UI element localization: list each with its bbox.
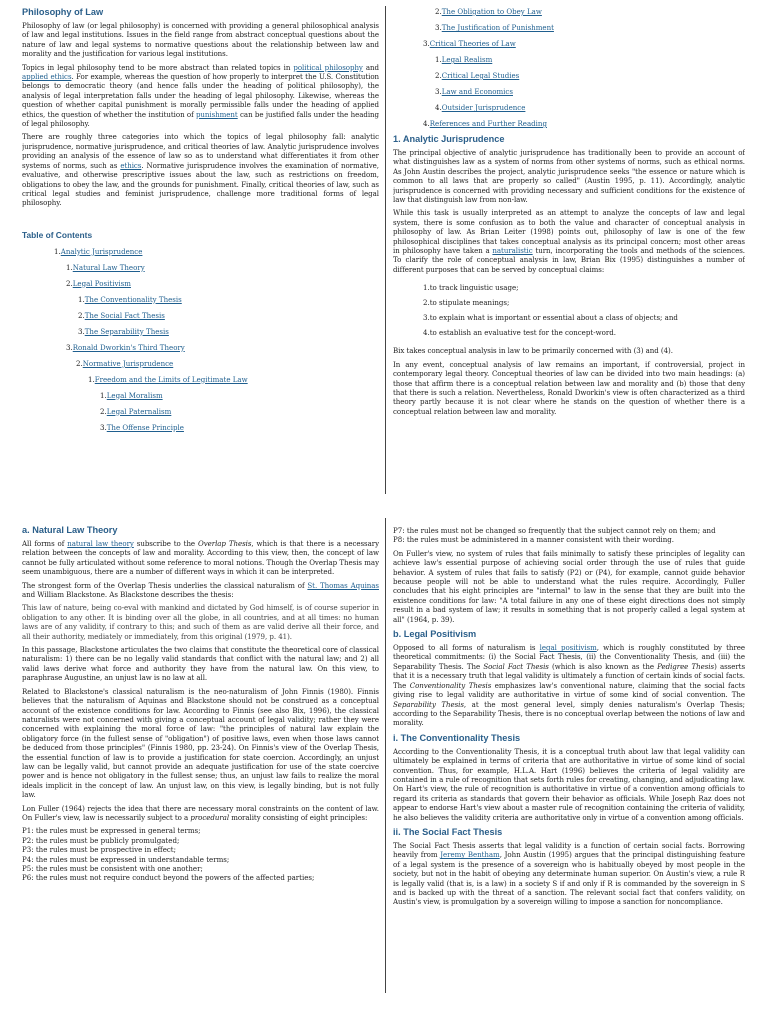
fuller-paragraph: On Fuller's view, no system of rules that fails minimally to satisfy these principles of legality can achieve law's essential purpose of achieving social order through the use of rules that guide behavior. A system of rules that fails to satisfy (P2) or (P4), for example, cannot guide behavior because people will not be able to understand what the rules require. Accordingly, Fuller concludes that his eight principles are "internal" to law in the sense that they are built into the existence conditions for law: "A total failure in any one of these eight directions does not simply result in a bad system of law; it results in something that is not properly called a legal system at all" (1964, p. 39).: [393, 548, 745, 624]
list-item: P7: the rules must not be changed so frequently that the subject cannot rely on them; and: [393, 526, 716, 535]
list-item: P8: the rules must be administered in a manner consistent with their wording.: [393, 535, 675, 545]
link-naturalistic[interactable]: naturalistic: [492, 246, 533, 256]
social-fact-paragraph: The Social Fact Thesis asserts that legal validity is a function of certain social facts. Borrowing heavily from Jeremy Bentham, John Austin (1995) argues that the principal distinguishing feature of a legal system is the presence of a sovereign who is habitually obeyed by most people in the society, but not in the habit of obeying any determinate human superior. On Austin's view, a rule R is legally valid (that is, is a law) in a society S if and only if R is commanded by the sovereign in S and is backed up with the threat of a sanction. The relevant social fact that confers validity, on Austin's view, is promulgation by a sovereign willing to impose a sanction for noncompliance.: [393, 840, 745, 907]
link-st-thomas-aquinas[interactable]: St. Thomas Aquinas: [307, 580, 379, 590]
toc-item[interactable]: 1.The Conventionality Thesis: [78, 294, 182, 304]
link-applied-ethics[interactable]: applied ethics: [22, 72, 72, 82]
list-item: P6: the rules must not require conduct beyond the powers of the affected parties;: [22, 873, 315, 883]
topics-paragraph: Topics in legal philosophy tend to be more abstract than related topics in political philosophy and applied ethics. For example, whereas the question of how properly to interpret the U.S. Constitution belongs to democratic theory (and hence falls under the heading of political philosophy), the analysis of legal interpretation falls under the heading of legal philosophy. Likewise, whereas the question of whether capital punishment is morally permissible falls under the heading of applied ethics, the question of whether the institution of punishment can be justified falls under the heading of legal philosophy.: [22, 62, 379, 129]
toc-item[interactable]: 4.Outsider Jurisprudence: [435, 103, 526, 112]
natural-law-paragraph-1: All forms of natural law theory subscribe to the Overlap Thesis, which is that there is a necessary relation between the concepts of law and morality. According to this view, then, the concept of law cannot be fully articulated without some reference to moral notions. Though the Overlap Thesis may seem unambiguous, there are a number of different ways in which it can be interpreted.: [22, 539, 379, 577]
intro-paragraph: Philosophy of law (or legal philosophy) is concerned with providing a general philosophical analysis of law and legal institutions. Issues in the field range from abstract conceptual questions about the nature of law and legal systems to normative questions about the relationship between law and morality and the justification for various legal institutions.: [22, 21, 379, 59]
toc-item[interactable]: 2.Legal Paternalism: [100, 406, 172, 416]
toc-item[interactable]: 3.The Separability Thesis: [78, 326, 169, 336]
analytic-paragraph-1: The principal objective of analytic jurisprudence has traditionally been to provide an account of what distinguishes law as a system of norms from other systems of norms, such as ethical norms. As John Austin describes the project, analytic jurisprudence seeks "the essence or nature which is common to all laws that are properly so called" (Austin 1995, p. 11). Accordingly, analytic jurisprudence is concerned with providing necessary and sufficient conditions for the existence of law that distinguish law from non-law.: [393, 148, 745, 205]
natural-law-paragraph-2: The strongest form of the Overlap Thesis underlies the classical naturalism of St. Thomas Aquinas and William Blackstone. As Blackstone describes the thesis:: [22, 580, 379, 600]
toc-item[interactable]: 3.Ronald Dworkin's Third Theory: [66, 342, 185, 352]
left-column: [22, 6, 379, 504]
analytic-paragraph-3: Bix takes conceptual analysis in law to be primarily concerned with (3) and (4).: [393, 346, 673, 356]
conventionality-paragraph: According to the Conventionality Thesis, it is a conceptual truth about law that legal validity can ultimately be explained in terms of criteria that are authoritative in virtue of some kind of social convention. Thus, for example, H.L.A. Hart (1996) believes the criteria of legal validity are contained in a rule of recognition that sets forth rules for creating, changing, and adjudicating law. On Hart's view, the rule of recognition is authoritative in virtue of a convention among officials to regard its criteria as standards that govern their behavior as officials. While Joseph Raz does not appear to endorse Hart's view about a master rule of recognition containing the criteria of validity, he also believes the validity criteria are authoritative only in virtue of a convention among officials.: [393, 746, 745, 822]
list-item: P4: the rules must be expressed in understandable terms;: [22, 854, 230, 864]
list-item: 3.to explain what is important or essential about a class of objects; and: [423, 313, 678, 323]
column-divider: [385, 518, 386, 993]
toc-item[interactable]: 2.The Obligation to Obey Law: [435, 7, 542, 16]
list-item: P2: the rules must be publicly promulgated;: [22, 835, 180, 845]
link-natural-law-theory[interactable]: natural law theory: [67, 539, 134, 548]
toc-title: Table of Contents: [22, 229, 93, 240]
section-heading-natural-law: a. Natural Law Theory: [22, 525, 118, 535]
toc-item[interactable]: 1.Analytic Jurisprudence: [54, 246, 143, 256]
list-item: 1.to track linguistic usage;: [423, 283, 519, 293]
natural-law-paragraph-4: Related to Blackstone's classical naturalism is the neo-naturalism of John Finnis (1980). Finnis believes that the naturalism of Aquinas and Blackstone should not be construed as a conceptual account of the existence conditions for law. According to Finnis (see also Bix, 1996), the classical naturalists were not concerned with giving a conceptual account of legal validity; rather they were concerned with explaining the moral force of law: "the principles of natural law explain the obligatory force (in the fullest sense of "obligation") of positive laws, even when those laws cannot be deduced from those principles" (Finnis 1980, pp. 23-24). On Finnis's view of the Overlap Thesis, the essential function of law is to provide a justification for state coercion. Accordingly, an unjust law can be legally valid, but cannot provide an adequate justification for use of the state coercive power and is hence not obligatory in the fullest sense; thus, an unjust law fails to realize the moral ideals implicit in the concept of law. An unjust law, on this view, is legally binding, but is not fully law.: [22, 686, 379, 800]
toc-item[interactable]: 2.The Social Fact Thesis: [78, 310, 165, 320]
list-item: P1: the rules must be expressed in general terms;: [22, 826, 201, 836]
toc-item[interactable]: 1.Natural Law Theory: [66, 262, 145, 272]
toc-item[interactable]: 2.Critical Legal Studies: [435, 71, 520, 80]
toc-item[interactable]: 2.Legal Positivism: [66, 278, 131, 288]
toc-item[interactable]: 3.The Offense Principle: [100, 422, 184, 432]
fuller-principles-list-continued: [393, 526, 745, 545]
table-of-contents-continued: [393, 6, 745, 132]
article-title: Philosophy of Law: [22, 7, 104, 17]
analytic-paragraph-4: In any event, conceptual analysis of law remains an important, if controversial, project in contemporary legal theory. Conceptual theories of law can be divided into two main headings: (a) those that affirm there is a conceptual relation between law and morality and (b) those that deny that there is such a relation. Nevertheless, Ronald Dworkin's view is often characterized as a third theory partly because it is not clear where he stands on the question of whether there is a conceptual relation between law and morality.: [393, 359, 745, 416]
right-column: [393, 6, 745, 504]
right-column: [393, 518, 745, 1016]
blackstone-quote: This law of nature, being co-eval with mankind and dictated by God himself, is of course superior in obligation to any other. It is binding over all the globe, in all countries, and at all times: no human laws are of any validity, if contrary to this; and such of them as are valid derive all their force, and all their authority, mediately or immediately, from this original (1979, p. 41).: [22, 603, 379, 641]
toc-item[interactable]: 1.Freedom and the Limits of Legitimate Law: [88, 374, 248, 384]
section-heading-analytic: 1. Analytic Jurisprudence: [393, 134, 505, 144]
list-item: 2.to stipulate meanings;: [423, 298, 510, 308]
conceptual-claims-list: [423, 280, 745, 340]
toc-item[interactable]: 1.Legal Moralism: [100, 390, 163, 400]
column-divider: [385, 6, 386, 494]
section-heading-social-fact: ii. The Social Fact Thesis: [393, 826, 503, 837]
link-political-philosophy[interactable]: political philosophy: [293, 62, 363, 72]
table-of-contents: [22, 244, 379, 436]
list-item: P5: the rules must be consistent with one another;: [22, 864, 203, 873]
toc-item[interactable]: 2.Normative Jurisprudence: [76, 358, 174, 368]
section-heading-legal-positivism: b. Legal Positivism: [393, 629, 477, 640]
left-column: [22, 518, 379, 1016]
categories-paragraph: There are roughly three categories into which the topics of legal philosophy fall: analytic jurisprudence, normative jurisprudence, and critical theories of law. Analytic jurisprudence involves providing an analysis of the essence of law so as to understand what differentiates it from other systems of norms, such as ethics. Normative jurisprudence involves the examination of normative, evaluative, and otherwise prescriptive issues about the law, such as restrictions on freedom, obligations to obey the law, and the grounds for punishment. Finally, critical theories of law, such as critical legal studies and feminist jurisprudence, challenge more traditional forms of legal philosophy.: [22, 132, 379, 208]
link-ethics[interactable]: ethics: [120, 160, 142, 170]
toc-item[interactable]: 3.Critical Theories of Law: [423, 39, 516, 48]
toc-item[interactable]: 1.Legal Realism: [435, 55, 493, 64]
document-page-1: [0, 6, 768, 504]
list-item: P3: the rules must be prospective in effect;: [22, 845, 177, 855]
toc-item[interactable]: 3.Law and Economics: [435, 87, 513, 96]
analytic-paragraph-2: While this task is usually interpreted as an attempt to analyze the concepts of law and legal system, there is some confusion as to both the value and character of conceptual analysis in philosophy of law. As Brian Leiter (1998) points out, philosophy of law is one of the few philosophical disciplines that takes conceptual analysis as its principal concern; most other areas in philosophy have taken a naturalistic turn, incorporating the tools and methods of the sciences. To clarify the role of conceptual analysis in law, Brian Bix (1995) distinguishes a number of different purposes that can be served by conceptual claims:: [393, 208, 745, 274]
natural-law-paragraph-3: In this passage, Blackstone articulates the two claims that constitute the theoretical core of classical naturalism: 1) there can be no legally valid standards that conflict with the natural law; and 2) all valid laws derive what force and authority they have from the natural law. On this view, to paraphrase Augustine, an unjust law is no law at all.: [22, 645, 379, 683]
fuller-principles-list: [22, 826, 379, 882]
link-punishment[interactable]: punishment: [195, 109, 238, 119]
list-item: 4.to establish an evaluative test for the concept-word.: [423, 328, 616, 338]
positivism-paragraph: Opposed to all forms of naturalism is legal positivism, which is roughly constituted by three theoretical commitments: (i) the Social Fact Thesis, (ii) the Conventionality Thesis, and (iii) the Separability Thesis. The Social Fact Thesis (which is also known as the Pedigree Thesis) asserts that it is a necessary truth that legal validity is ultimately a function of certain kinds of social facts. The Conventionality Thesis emphasizes law's conventional nature, claiming that the social facts giving rise to legal validity are authoritative in virtue of some kind of social convention. The Separability Thesis, at the most general level, simply denies naturalism's Overlap Thesis; according to the Separability Thesis, there is no conceptual overlap between the notions of law and morality.: [393, 643, 745, 728]
natural-law-paragraph-5: Lon Fuller (1964) rejects the idea that there are necessary moral constraints on the content of law. On Fuller's view, law is necessarily subject to a procedural morality consisting of eight principles:: [22, 803, 379, 822]
link-legal-positivism[interactable]: legal positivism: [539, 643, 597, 653]
section-heading-conventionality: i. The Conventionality Thesis: [393, 732, 521, 743]
link-jeremy-bentham[interactable]: Jeremy Bentham: [440, 850, 500, 860]
document-page-2: [0, 518, 768, 1016]
toc-item[interactable]: 3.The Justification of Punishment: [435, 23, 554, 32]
toc-item[interactable]: 4.References and Further Reading: [423, 119, 547, 128]
